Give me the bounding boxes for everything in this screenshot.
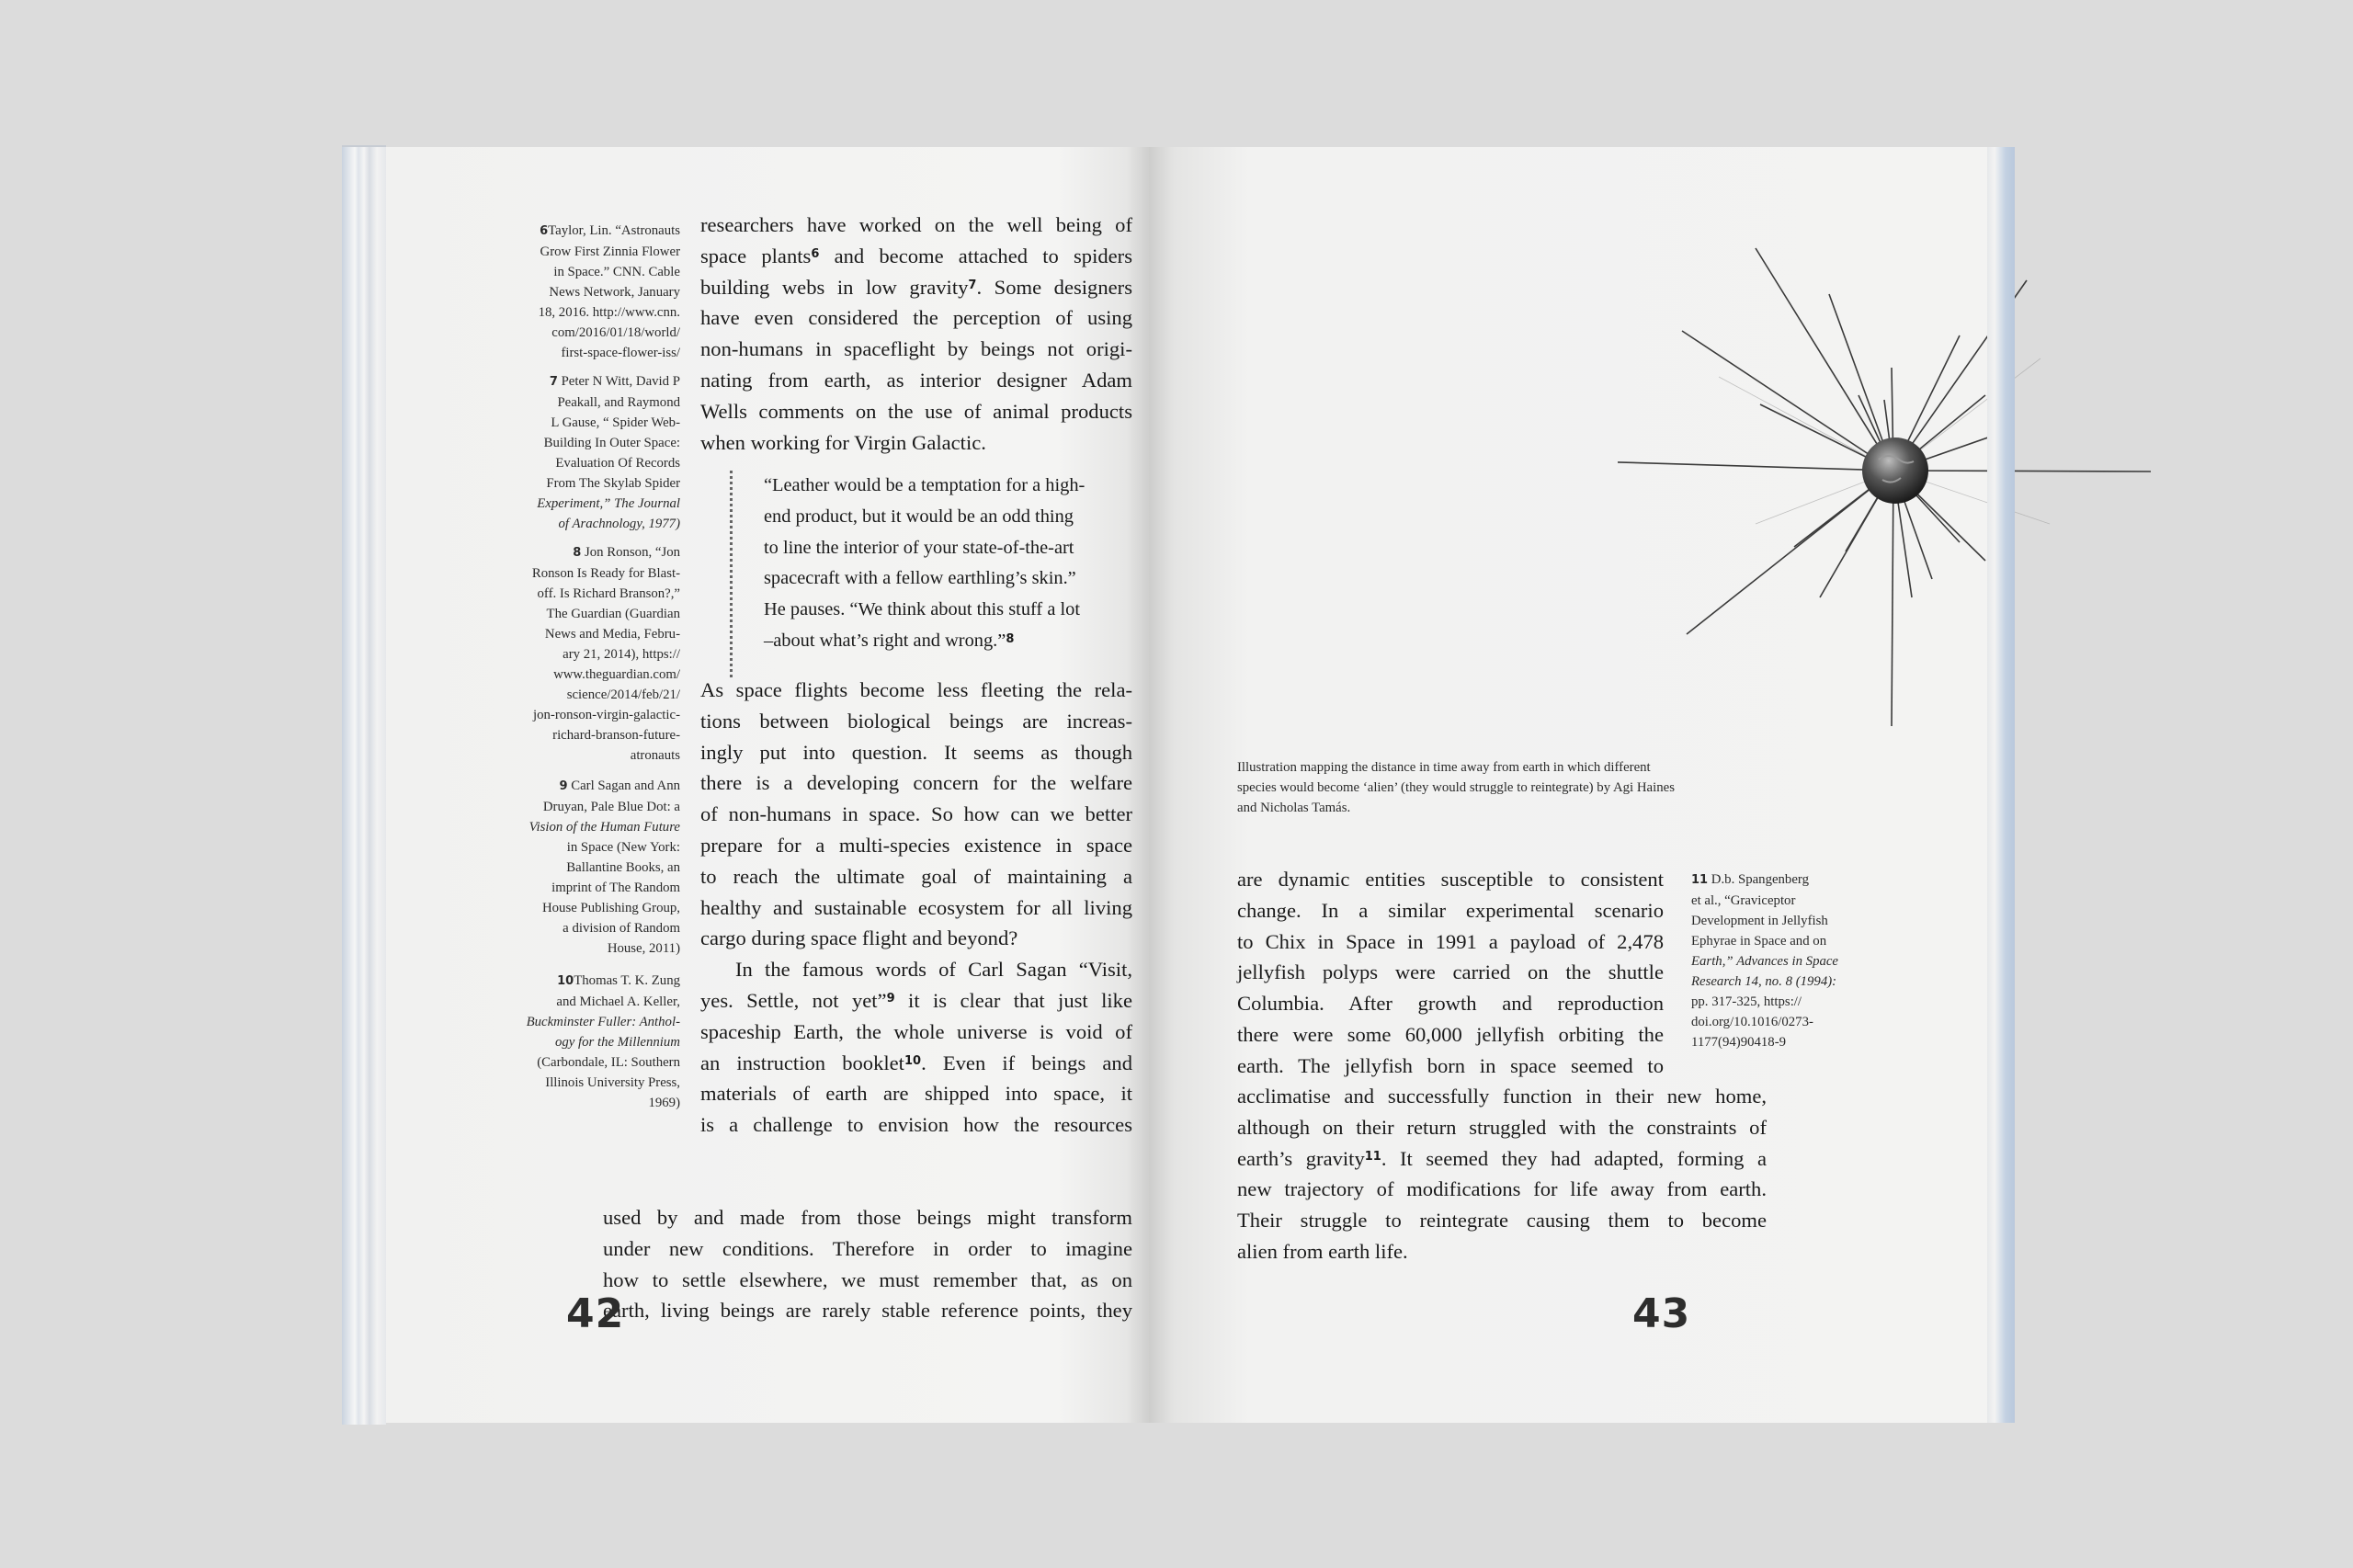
footnote-line: 1177(94)90418-9 [1691, 1035, 1787, 1050]
radial-lines-globe-illustration [1618, 230, 2188, 726]
footnote-line: first-space-flower-iss/ [561, 346, 680, 360]
body-line: tions between biological beings are increas- [700, 709, 1132, 733]
footnote-number: 6 [540, 224, 549, 238]
body-line: Their struggle to reintegrate causing them to become [1237, 1209, 1767, 1233]
page-number: 42 [566, 1290, 625, 1337]
footnote-number: 11 [1691, 873, 1709, 887]
body-line: alien from earth life. [1237, 1239, 1408, 1263]
footnote-line: Evaluation Of Records [555, 456, 680, 471]
footnote-line: House, 2011) [607, 941, 680, 956]
footnote-ref: 10 [904, 1053, 922, 1068]
footnote-line: ary 21, 2014), https:// [563, 647, 680, 662]
body-line: used by and made from those beings might transform [603, 1206, 1132, 1229]
footnote-number: 8 [573, 546, 582, 560]
page-stack-right [1987, 147, 2015, 1423]
footnote-line: (Carbondale, IL: Southern [537, 1055, 680, 1070]
footnote-line: atronauts [630, 748, 680, 763]
illustration-caption [1237, 757, 1807, 818]
body-line: building webs in low gravity$^7$. Some designers [700, 275, 1132, 299]
body-line: to reach the ultimate goal of maintaining a [700, 864, 1132, 888]
footnote-9 [441, 776, 680, 959]
body-line: Columbia. After growth and reproduction [1237, 992, 1664, 1016]
body-line: space plants$^6$ and become attached to spiders [700, 244, 1132, 267]
footnote-8 [441, 542, 680, 766]
footnote-line: ogy for the Millennium [554, 1035, 680, 1050]
footnote-line: Ballantine Books, an [566, 860, 680, 875]
body-line: jellyfish polyps were carried on the shuttle [1237, 960, 1664, 984]
body-line: yes. Settle, not yet”$^9$ it is clear that just like [700, 988, 1132, 1012]
left-page [386, 147, 1149, 1423]
footnote-line: Building In Outer Space: [543, 436, 680, 450]
quote-line: “Leather would be a temptation for a high- [764, 475, 1086, 495]
body-line: spaceship Earth, the whole universe is void of [700, 1019, 1132, 1043]
footnote-ref: 9 [886, 991, 895, 1006]
footnote-6 [441, 221, 680, 363]
body-line: an instruction booklet$^{10}$. Even if beings and [700, 1051, 1132, 1074]
body-line: are dynamic entities susceptible to consistent [1237, 868, 1664, 891]
body-line: of non-humans in space. So how can we better [700, 802, 1132, 826]
caption-line: Illustration mapping the distance in time away from earth in which different [1237, 760, 1651, 775]
body-line: new trajectory of modifications for life away from earth. [1237, 1177, 1767, 1201]
body-line: there is a developing concern for the welfare [700, 771, 1132, 795]
caption-line: species would become ‘alien’ (they would struggle to reintegrate) by Agi Haines [1237, 780, 1675, 795]
footnote-line: Ephyrae in Space and on [1691, 934, 1827, 949]
body-line: change. In a similar experimental scenario [1237, 898, 1664, 922]
body-line: materials of earth are shipped into space, it [700, 1082, 1132, 1106]
footnote-line: and Michael A. Keller, [556, 994, 680, 1009]
quote-line: to line the interior of your state-of-the-art [764, 537, 1074, 558]
globe-icon [1862, 437, 1928, 504]
footnote-line: Peter N Witt, David P [561, 374, 680, 389]
quote-line: spacecraft with a fellow earthling’s skin.” [764, 568, 1076, 589]
footnote-line: doi.org/10.1016/0273- [1691, 1015, 1813, 1029]
body-line: acclimatise and successfully function in their new home, [1237, 1085, 1767, 1108]
footnote-number: 9 [559, 779, 568, 793]
footnote-line: House Publishing Group, [541, 901, 680, 915]
footnote-line: Earth,” Advances in Space [1691, 954, 1838, 969]
body-line: when working for Virgin Galactic. [700, 430, 986, 454]
footnote-line: www.theguardian.com/ [553, 667, 680, 682]
body-line: earth. The jellyfish born in space seemed to [1237, 1053, 1664, 1077]
quote-line: He pauses. “We think about this stuff a lot [764, 599, 1080, 620]
body-line: healthy and sustainable ecosystem for all living [700, 895, 1132, 919]
page-stack-left [342, 145, 386, 1425]
body-line: Wells comments on the use of animal products [700, 399, 1132, 423]
footnote-line: off. Is Richard Branson?,” [537, 586, 680, 601]
footnote-line: a division of Random [563, 921, 680, 936]
footnote-line: Vision of the Human Future [529, 820, 680, 835]
footnote-line: From The Skylab Spider [546, 476, 680, 491]
footnote-line: Taylor, Lin. “Astronauts [548, 223, 680, 238]
right-page [1149, 147, 1987, 1423]
body-line: As space flights become less fleeting the rela- [700, 678, 1132, 701]
body-line: there were some 60,000 jellyfish orbiting the [1237, 1022, 1664, 1046]
footnote-line: imprint of The Random [551, 881, 680, 895]
footnote-line: com/2016/01/18/world/ [551, 325, 680, 340]
footnote-line: in Space (New York: [566, 840, 680, 855]
footnote-line: News Network, January [549, 285, 680, 300]
footnote-line: Illinois University Press, [545, 1075, 680, 1090]
body-line: cargo during space flight and beyond? [700, 926, 1018, 950]
footnote-line: Carl Sagan and Ann [571, 778, 680, 793]
footnote-line: Buckminster Fuller: Anthol- [526, 1015, 680, 1029]
body-text-bottom [603, 1202, 1132, 1326]
body-line: In the famous words of Carl Sagan “Visit, [735, 958, 1132, 982]
footnote-line: Ronson Is Ready for Blast- [531, 566, 680, 581]
body-line: have even considered the perception of using [700, 306, 1132, 330]
footnote-11 [1691, 869, 1875, 1052]
body-line: although on their return struggled with the constraints of [1237, 1115, 1767, 1139]
body-line: is a challenge to envision how the resources [700, 1113, 1132, 1137]
body-line: researchers have worked on the well being of [700, 213, 1132, 236]
footnote-ref: 7 [968, 278, 977, 292]
footnote-line: D.b. Spangenberg [1711, 872, 1809, 887]
body-line: non-humans in spaceflight by beings not origi- [700, 337, 1132, 361]
footnote-line: Research 14, no. 8 (1994): [1691, 974, 1837, 989]
body-line: ingly put into question. It seems as though [700, 740, 1132, 764]
footnote-ref: 6 [811, 246, 820, 261]
footnote-line: science/2014/feb/21/ [566, 687, 680, 702]
footnote-line: et al., “Graviceptor [1691, 893, 1796, 908]
quote-line: –about what’s right and wrong.”$^8$ [764, 630, 1015, 651]
caption-line: and Nicholas Tamás. [1237, 801, 1351, 815]
footnote-line: of Arachnology, 1977) [558, 517, 680, 531]
footnote-line: 18, 2016. http://www.cnn. [538, 305, 680, 320]
body-text-wide [1237, 1081, 1767, 1267]
footnote-ref: 8 [1006, 631, 1015, 646]
footnote-line: Jon Ronson, “Jon [585, 545, 680, 560]
body-line: prepare for a multi-species existence in space [700, 833, 1132, 857]
footnote-line: News and Media, Febru- [544, 627, 680, 642]
body-line: to Chix in Space in 1991 a payload of 2,478 [1237, 929, 1664, 953]
footnote-line: Development in Jellyfish [1691, 914, 1828, 928]
block-quote [730, 471, 1128, 677]
footnote-line: jon-ronson-virgin-galactic- [533, 708, 680, 722]
page-number: 43 [1632, 1290, 1691, 1337]
body-line: earth, living beings are rarely stable reference points, they [603, 1299, 1132, 1323]
footnote-10 [441, 971, 680, 1113]
body-text-narrow [1237, 864, 1664, 1082]
footnote-line: pp. 317-325, https:// [1691, 994, 1802, 1009]
footnote-line: Druyan, Pale Blue Dot: a [542, 800, 680, 814]
footnote-line: Peakall, and Raymond [557, 395, 680, 410]
quote-line: end product, but it would be an odd thing [764, 506, 1074, 527]
open-book [342, 145, 2015, 1423]
footnote-ref: 11 [1364, 1149, 1381, 1164]
footnote-number: 10 [557, 974, 574, 988]
footnote-number: 7 [549, 375, 558, 389]
footnote-line: 1969) [648, 1096, 680, 1110]
footnote-7 [441, 371, 680, 534]
body-text-top [700, 210, 1132, 458]
footnote-line: Experiment,” The Journal [537, 496, 680, 511]
footnote-line: Grow First Zinnia Flower [540, 244, 680, 259]
footnote-line: richard-branson-future- [552, 728, 680, 743]
footnote-line: L Gause, “ Spider Web- [551, 415, 680, 430]
footnote-line: Thomas T. K. Zung [574, 973, 680, 988]
body-line: how to settle elsewhere, we must remember that, as on [603, 1267, 1132, 1291]
body-line: earth’s gravity$^{11}$. It seemed they had adapted, forming a [1237, 1146, 1768, 1170]
body-line: under new conditions. Therefore in order to imagine [603, 1236, 1132, 1260]
body-line: nating from earth, as interior designer Adam [700, 368, 1132, 392]
footnote-line: in Space.” CNN. Cable [553, 265, 680, 279]
body-text-middle [700, 675, 1132, 1141]
footnote-line: The Guardian (Guardian [546, 607, 680, 621]
